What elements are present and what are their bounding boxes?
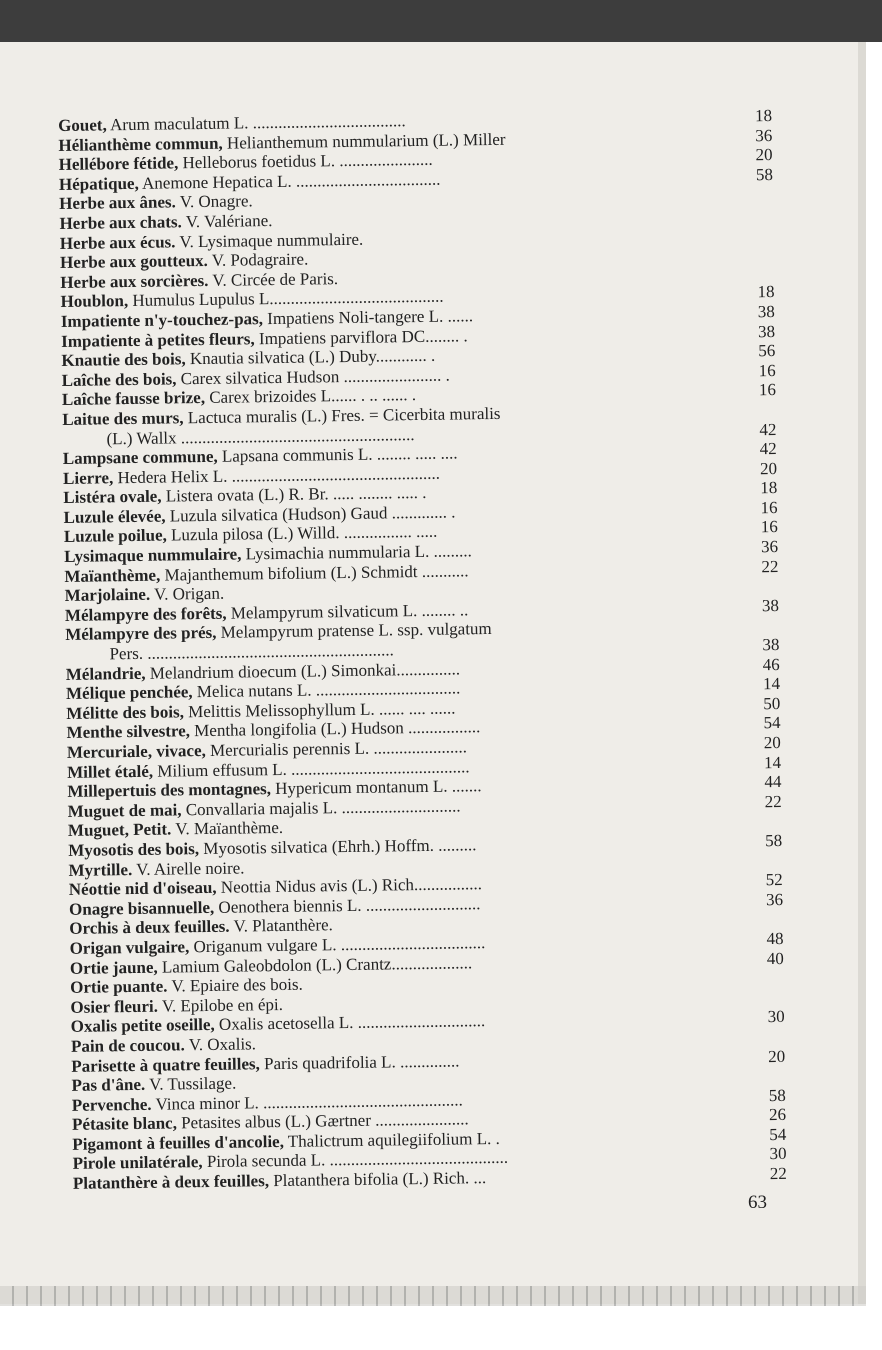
entry-page-number: 40 [766,948,784,968]
entry-page-number: 54 [763,713,781,733]
index-list [58,106,787,1194]
entry-description: Hypericum montanum L. ....... [275,776,482,799]
entry-description: Petasites albus (L.) Gærtner ...................... [181,1109,469,1133]
entry-term: Muguet, Petit. [67,819,172,841]
entry-page-number: 22 [764,791,782,811]
entry-term: Pas d'âne. [71,1074,146,1095]
entry-page-number: 46 [762,654,780,674]
entry-term: Mercuriale, vivace, [66,740,206,762]
entry-term: Origan vulgaire, [69,937,190,958]
entry-page-number: 36 [755,125,773,145]
entry-term: Pirole unilatérale, [72,1152,203,1174]
entry-term: Maïanthème, [64,565,161,586]
entry-description: Melittis Melissophyllum L. ...... .... ...... [188,698,456,722]
entry-term: Lierre, [62,467,114,488]
entry-description: Mercurialis perennis L. ...................... [209,737,468,760]
entry-term: Laîche des bois, [61,369,177,390]
entry-description: Lamium Galeobdolon (L.) Crantz................... [161,952,473,977]
entry-term: Hellébore fétide, [58,153,179,175]
entry-term: Impatiente à petites fleurs, [61,328,255,351]
entry-page-number: 16 [758,360,776,380]
entry-description: Paris quadrifolia L. .............. [263,1050,460,1073]
entry-page-number: 18 [754,106,773,126]
entry-description: Carex silvatica Hudson ....................... . [180,365,450,389]
entry-page-number: 14 [763,752,782,772]
entry-description: Arum maculatum L. .................................... [109,111,406,135]
entry-page-number: 20 [768,1046,786,1066]
entry-description: Vinca minor L. ............................................... [155,1090,463,1114]
entry-page-number: 58 [765,830,783,851]
entry-description: Neottia Nidus avis (L.) Rich................ [220,874,483,897]
entry-description: (L.) Wallx ....................................................... [106,424,415,448]
entry-description: Impatiens parviflora DC........ . [258,325,468,348]
entry-term: Millepertuis des montagnes, [67,779,272,802]
entry-description: Thalictrum aquilegiifolium L. . [287,1128,500,1151]
entry-description: V. Onagre. [179,191,253,212]
entry-description: Mentha longifolia (L.) Hudson ................. [194,717,481,741]
entry-term: Pigamont à feuilles d'ancolie, [72,1131,285,1154]
entry-term: Gouet, [58,115,107,135]
entry-term: Marjolaine. [64,585,151,606]
entry-description: V. Circée de Paris. [212,268,339,290]
entry-description: Oxalis acetosella L. .............................. [218,1011,486,1035]
entry-page-number: 42 [759,419,777,439]
entry-page-number: 16 [760,517,778,537]
entry-term: Laitue des murs, [62,408,184,429]
entry-description: Carex brizoides L...... . .. ...... . [209,385,417,408]
entry-description: Milium effusum L. .......................................... [157,756,470,781]
entry-term: Herbe aux goutteux. [59,251,208,273]
entry-term: Menthe silvestre, [66,721,191,743]
entry-page-number: 44 [764,772,782,792]
entry-term: Laîche fausse brize, [61,388,206,410]
entry-page-number: 16 [760,497,778,518]
entry-page-number: 48 [766,928,784,949]
entry-description: Anemone Hepatica L. .................................. [141,169,441,193]
entry-term: Ortie puante. [70,976,168,998]
entry-description: Luzula pilosa (L.) Willd. ................ ..... [170,522,438,545]
entry-page-number: 14 [762,674,781,694]
entry-term: Impatiente n'y-touchez-pas, [60,309,264,331]
entry-term: Mélampyre des prés, [65,623,217,645]
entry-description: V. Lysimaque nummulaire. [179,229,364,251]
entry-term: Onagre bisannuelle, [68,897,215,919]
entry-description: Knautia silvatica (L.) Duby............ . [189,345,436,369]
entry-description: Platanthera bifolia (L.) Rich. ... [273,1168,487,1191]
entry-term: Herbe aux chats. [59,212,182,233]
entry-description: V. Oxalis. [188,1034,257,1055]
entry-term: Hélianthème commun, [58,133,223,155]
entry-page-number: 16 [758,380,777,400]
page-bottom-edge [0,1286,866,1306]
entry-term: Knautie des bois, [61,349,186,371]
entry-description: Myosotis silvatica (Ehrh.) Hoffm. ......... [203,835,477,859]
entry-description: V. Tussilage. [149,1073,237,1094]
entry-description: Helleborus foetidus L. ...................... [182,149,433,173]
entry-description: V. Epiaire des bois. [171,974,303,996]
entry-page-number: 26 [768,1105,787,1125]
entry-description: V. Epilobe en épi. [161,994,284,1016]
entry-description: Lysimachia nummularia L. ......... [245,541,472,564]
entry-page-number: 20 [763,732,781,753]
entry-description: Pirola secunda L. .......................................... [206,1148,509,1172]
entry-page-number: 38 [757,301,775,322]
entry-term: Hépatique, [58,173,139,194]
entry-page-number: 56 [758,341,776,361]
entry-term: Myosotis des bois, [68,839,200,860]
entry-term: Osier fleuri. [70,996,159,1017]
page-number-footer: 63 [748,1192,767,1213]
entry-term: Pain de coucou. [70,1035,185,1056]
entry-term: Luzule élevée, [63,506,166,527]
entry-page-number: 18 [757,282,775,302]
entry-description: Pers. .......................................................... [109,640,394,664]
entry-page-number: 58 [755,164,774,185]
entry-term: Parisette à quatre feuilles, [71,1053,260,1076]
entry-description: Hedera Helix L. ................................................. [117,463,441,487]
entry-description: Convallaria majalis L. ............................ [185,796,461,820]
entry-page-number: 36 [760,537,779,557]
entry-term: Pétasite blanc, [71,1113,178,1135]
entry-description: Lactuca muralis (L.) Fres. = Cicerbita muralis [187,403,501,428]
entry-term: Mélique penchée, [65,682,193,704]
entry-page-number: 18 [760,478,778,498]
entry-page-number: 22 [769,1163,787,1184]
entry-term: Lysimaque nummulaire, [64,544,242,567]
entry-page-number: 36 [765,889,784,909]
entry-description: Melampyrum silvaticum L. ........ .. [230,600,469,623]
top-dark-border [0,0,882,42]
entry-description: Listera ovata (L.) R. Br. ..... ........ ..... . [165,483,427,506]
entry-page-number: 38 [762,635,780,655]
entry-page-number: 54 [769,1124,787,1145]
entry-term: Herbe aux sorcières. [60,270,209,292]
entry-term: Listéra ovale, [63,486,162,508]
entry-description: V. Platanthère. [233,915,333,936]
entry-page-number: 20 [755,145,773,165]
entry-term: Millet étalé, [67,761,154,782]
entry-description: Humulus Lupulus L......................................... [132,286,444,311]
entry-page-number: 52 [765,870,783,890]
entry-term: Platanthère à deux feuilles, [72,1171,270,1193]
entry-description: V. Origan. [153,583,225,604]
entry-description: Helianthemum nummularium (L.) Miller [226,129,506,153]
entry-page-number: 20 [759,458,778,478]
entry-term: Mélitte des bois, [66,702,185,723]
entry-term: Lampsane commune, [62,446,218,469]
entry-term: Mélandrie, [65,663,146,684]
entry-term: Luzule poilue, [63,525,167,547]
entry-description: Melica nutans L. .................................. [196,678,461,702]
entry-term: Myrtille. [68,859,133,880]
entry-description: Oenothera biennis L. ........................... [218,893,481,917]
entry-term: Mélampyre des forêts, [64,603,227,625]
entry-page-number: 42 [759,439,777,459]
entry-page-number: 22 [761,556,779,576]
entry-page-number: 38 [757,321,776,341]
entry-term: Houblon, [60,291,129,312]
entry-term: Herbe aux ânes. [59,192,176,214]
entry-page-number: 38 [761,595,780,616]
entry-page-number: 50 [763,693,781,714]
entry-description: Majanthemum bifolium (L.) Schmidt ........... [164,560,469,585]
entry-page-number: 30 [767,1007,785,1027]
entry-page-number: 58 [768,1085,786,1105]
entry-term: Orchis à deux feuilles. [69,917,230,939]
entry-description: V. Maïanthème. [175,818,284,839]
entry-description: V. Airelle noire. [136,858,245,879]
entry-page-number: 30 [769,1144,787,1164]
entry-description: V. Podagraire. [211,249,309,271]
entry-term: Pervenche. [71,1094,152,1115]
entry-description: Impatiens Noli-tangere L. ...... [267,306,474,329]
entry-description: Origanum vulgare L. .................................. [193,933,486,957]
entry-term: Herbe aux écus. [59,231,176,253]
entry-description: Luzula silvatica (Hudson) Gaud ............. . [169,502,456,526]
entry-term: Muguet de mai, [67,800,182,821]
entry-term: Ortie jaune, [69,957,158,978]
entry-description: Melampyrum pratense L. ssp. vulgatum [220,619,492,643]
entry-description: Melandrium dioecum (L.) Simonkai............... [149,659,461,683]
entry-description: V. Valériane. [185,210,273,232]
entry-term: Oxalis petite oseille, [70,1015,215,1037]
entry-description: Lapsana communis L. ........ ..... .... [221,443,458,466]
entry-term: Néottie nid d'oiseau, [68,878,217,900]
